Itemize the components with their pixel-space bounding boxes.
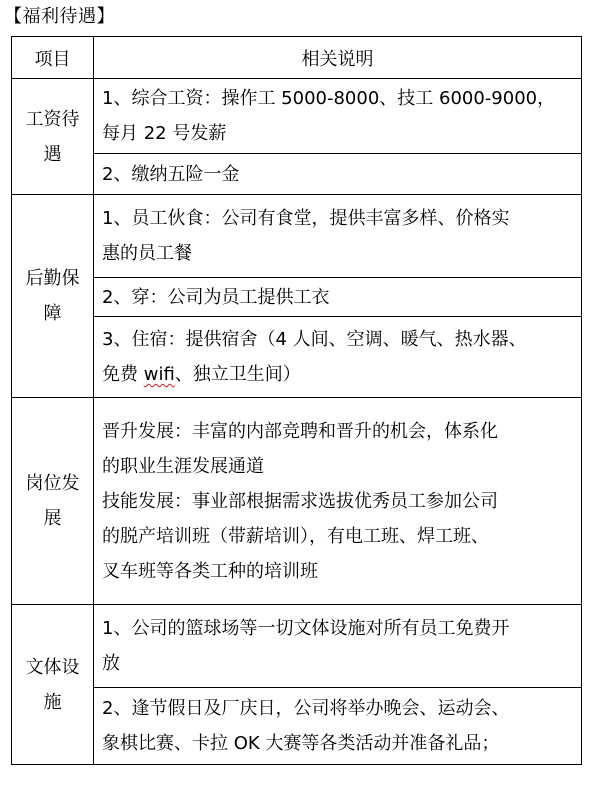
category-label-line: 遇	[43, 143, 62, 165]
description-line	[102, 357, 581, 392]
description-cell	[94, 605, 582, 688]
description-line: 晋升发展：丰富的内部竞聘和晋升的机会，体系化	[102, 420, 498, 442]
description-line: 2、穿：公司为员工提供工衣	[102, 286, 330, 308]
category-label-line: 文体设	[25, 656, 80, 678]
description-line: 3、住宿：提供宿舍（4 人间、空调、暖气、热水器、	[102, 329, 527, 350]
column-header-description: 相关说明	[94, 37, 582, 79]
category-cell-career	[12, 398, 94, 605]
description-cell	[94, 195, 582, 278]
description-line: 1、综合工资：操作工 5000-8000、技工 6000-9000，	[102, 88, 556, 109]
category-label-line: 施	[43, 691, 62, 713]
category-cell-logistics	[12, 195, 94, 398]
description-line: 象棋比赛、卡拉 OK 大赛等各类活动并准备礼品；	[102, 733, 500, 754]
table-row	[12, 195, 582, 278]
table-row	[12, 79, 582, 154]
table-row	[12, 278, 582, 317]
spellcheck-underlined-word: wifi	[143, 364, 175, 385]
description-line: 技能发展：事业部根据需求选拔优秀员工参加公司	[102, 490, 498, 512]
description-line: 1、员工伙食：公司有食堂，提供丰富多样、价格实	[102, 208, 510, 229]
section-heading: 【福利待遇】	[4, 6, 115, 27]
table-row	[12, 154, 582, 195]
description-line: 的脱产培训班（带薪培训），有电工班、焊工班、	[102, 525, 489, 547]
description-cell	[94, 79, 582, 154]
category-label-line: 岗位发	[25, 473, 80, 494]
text-fragment: 免费	[102, 364, 144, 385]
description-line: 每月 22 号发薪	[102, 123, 227, 144]
description-line: 的职业生涯发展通道	[102, 455, 264, 477]
table-row	[12, 605, 582, 688]
category-cell-salary	[12, 79, 94, 195]
table-row	[12, 398, 582, 605]
column-header-item: 项目	[12, 37, 94, 79]
description-line: 放	[102, 653, 120, 674]
description-cell	[94, 688, 582, 765]
table-row	[12, 688, 582, 765]
table-row	[12, 317, 582, 398]
table-header-row	[12, 37, 582, 79]
category-cell-recreation	[12, 605, 94, 765]
category-label-line: 工资待	[25, 108, 80, 130]
description-line: 惠的员工餐	[102, 243, 192, 264]
description-line: 1、公司的篮球场等一切文体设施对所有员工免费开	[102, 618, 510, 639]
description-cell	[94, 278, 582, 317]
description-cell	[94, 317, 582, 398]
description-cell	[94, 398, 582, 605]
description-cell	[94, 154, 582, 195]
description-line: 叉车班等各类工种的培训班	[102, 560, 318, 582]
text-fragment: 、独立卫生间）	[174, 364, 301, 385]
category-label-line: 后勤保	[25, 268, 80, 289]
category-label-line: 展	[43, 508, 62, 529]
category-label-line: 障	[43, 303, 62, 324]
benefits-table	[11, 36, 582, 765]
description-line: 2、逢节假日及厂庆日，公司将举办晚会、运动会、	[102, 698, 510, 719]
description-line: 2、缴纳五险一金	[102, 163, 240, 185]
